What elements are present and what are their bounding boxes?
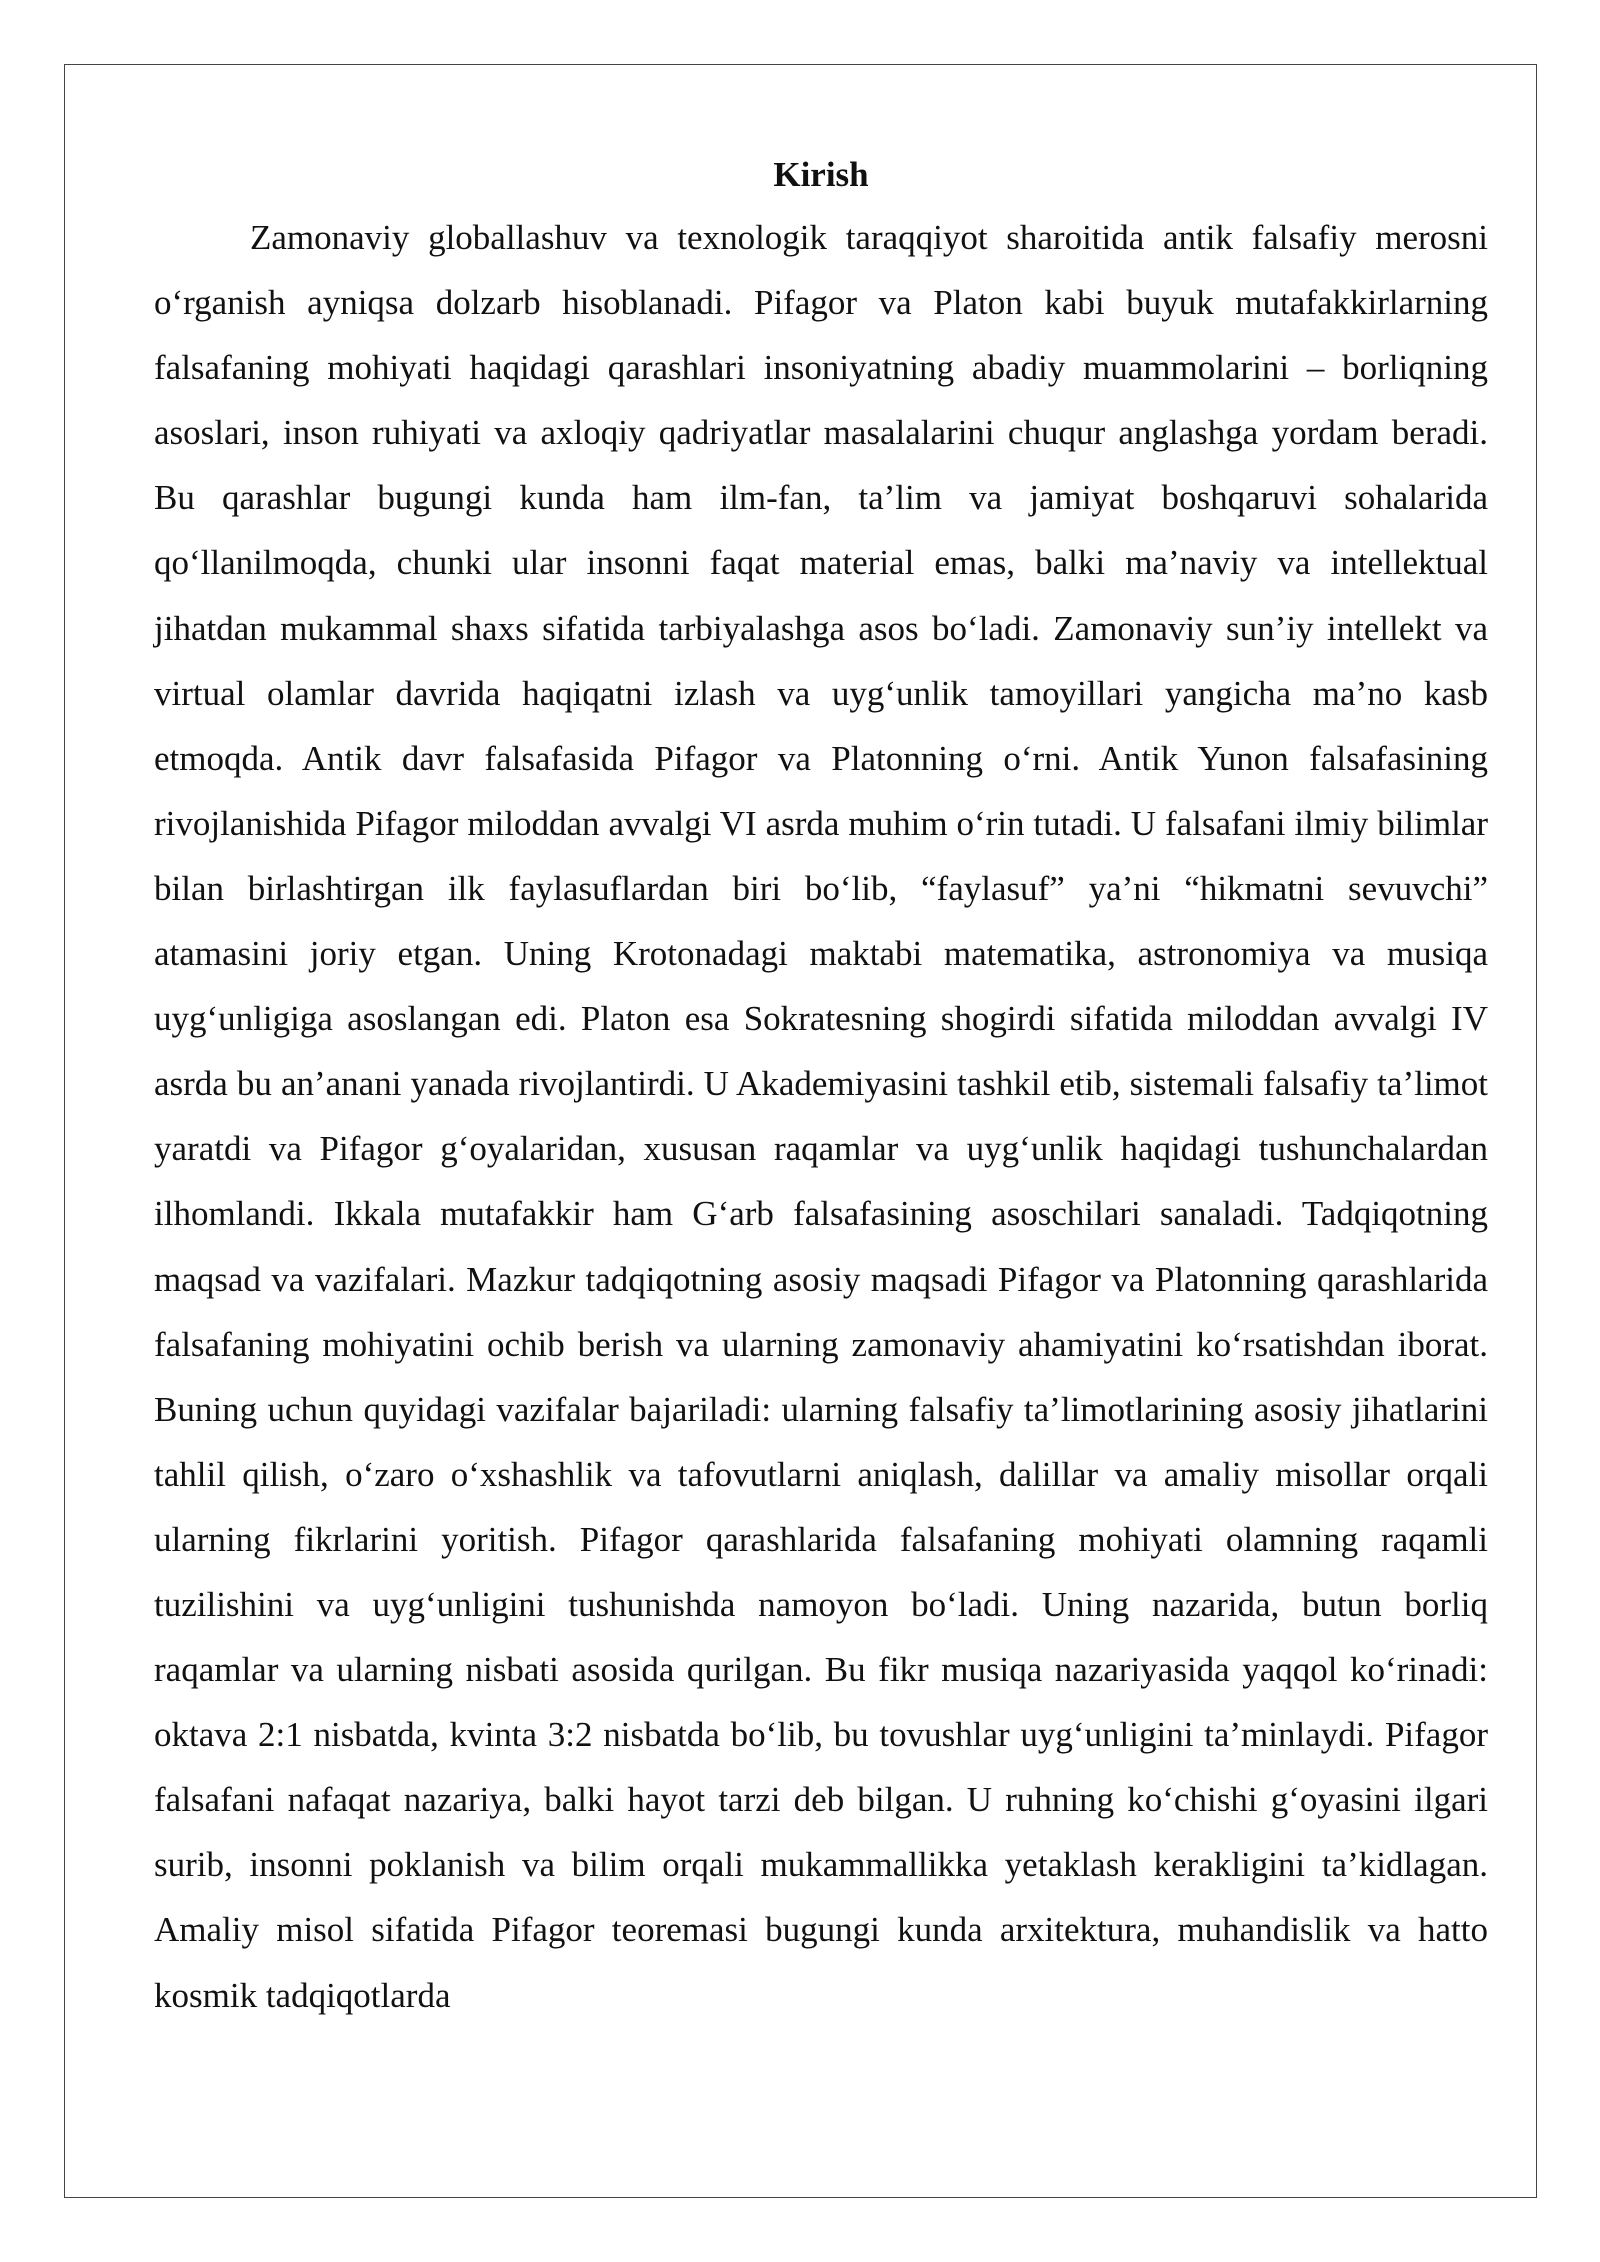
body-paragraph: Zamonaviy globallashuv va texnologik taraqqiyot sharoitida antik falsafiy merosni o‘rganish ayniqsa dolzarb hisoblanadi. Pifagor va Platon kabi buyuk mutafakkirlarning falsafaning mohiyati haqidagi qarashlari insoniyatning abadiy muammolarini – borliqning asoslari, inson ruhiyati va axloqiy qadriyatlar masalalarini chuqur anglashga yordam beradi. Bu qarashlar bugungi kunda ham ilm-fan, ta’lim va jamiyat boshqaruvi sohalarida qo‘llanilmoqda, chunki ular insonni faqat material emas, balki ma’naviy va intellektual jihatdan mukammal shaxs sifatida tarbiyalashga asos bo‘ladi. Zamonaviy sun’iy intellekt va virtual olamlar davrida haqiqatni izlash va uyg‘unlik tamoyillari yangicha ma’no kasb etmoqda. Antik davr falsafasida Pifagor va Platonning o‘rni. Antik Yunon falsafasining rivojlanishida Pifagor miloddan avvalgi VI asrda muhim o‘rin tutadi. U falsafani ilmiy bilimlar bilan birlashtirgan ilk faylasuflardan biri bo‘lib, “faylasuf” ya’ni “hikmatni sevuvchi” atamasini joriy etgan. Uning Krotonadagi maktabi matematika, astronomiya va musiqa uyg‘unligiga asoslangan edi. Platon esa Sokratesning shogirdi sifatida miloddan avvalgi IV asrda bu an’anani yanada rivojlantirdi. U Akademiyasini tashkil etib, sistemali falsafiy ta’limot yaratdi va Pifagor g‘oyalaridan, xususan raqamlar va uyg‘unlik haqidagi tushunchalardan ilhomlandi. Ikkala mutafakkir ham G‘arb falsafasining asoschilari sanaladi. Tadqiqotning maqsad va vazifalari. Mazkur tadqiqotning asosiy maqsadi Pifagor va Platonning qarashlarida falsafaning mohiyatini ochib berish va ularning zamonaviy ahamiyatini ko‘rsatishdan iborat. Buning uchun quyidagi vazifalar bajariladi: ularning falsafiy ta’limotlarining asosiy jihatlarini tahlil qilish, o‘zaro o‘xshashlik va tafovutlarni aniqlash, dalillar va amaliy misollar orqali ularning fikrlarini yoritish. Pifagor qarashlarida falsafaning mohiyati olamning raqamli tuzilishini va uyg‘unligini tushunishda namoyon bo‘ladi. Uning nazarida, butun borliq raqamlar va ularning nisbati asosida qurilgan. Bu fikr musiqa nazariyasida yaqqol ko‘rinadi: oktava 2:1 nisbatda, kvinta 3:2 nisbatda bo‘lib, bu tovushlar uyg‘unligini ta’minlaydi. Pifagor falsafani nafaqat nazariya, balki hayot tarzi deb bilgan. U ruhning ko‘chishi g‘oyasini ilgari surib, insonni poklanish va bilim orqali mukammallikka yetaklash kerakligini ta’kidlagan. Amaliy misol sifatida Pifagor teoremasi bugungi kunda arxitektura, muhandislik va hatto kosmik tadqiqotlarda [154,218,1488,2015]
document-page [154,145,1488,2028]
document-title: Kirish [773,155,869,194]
